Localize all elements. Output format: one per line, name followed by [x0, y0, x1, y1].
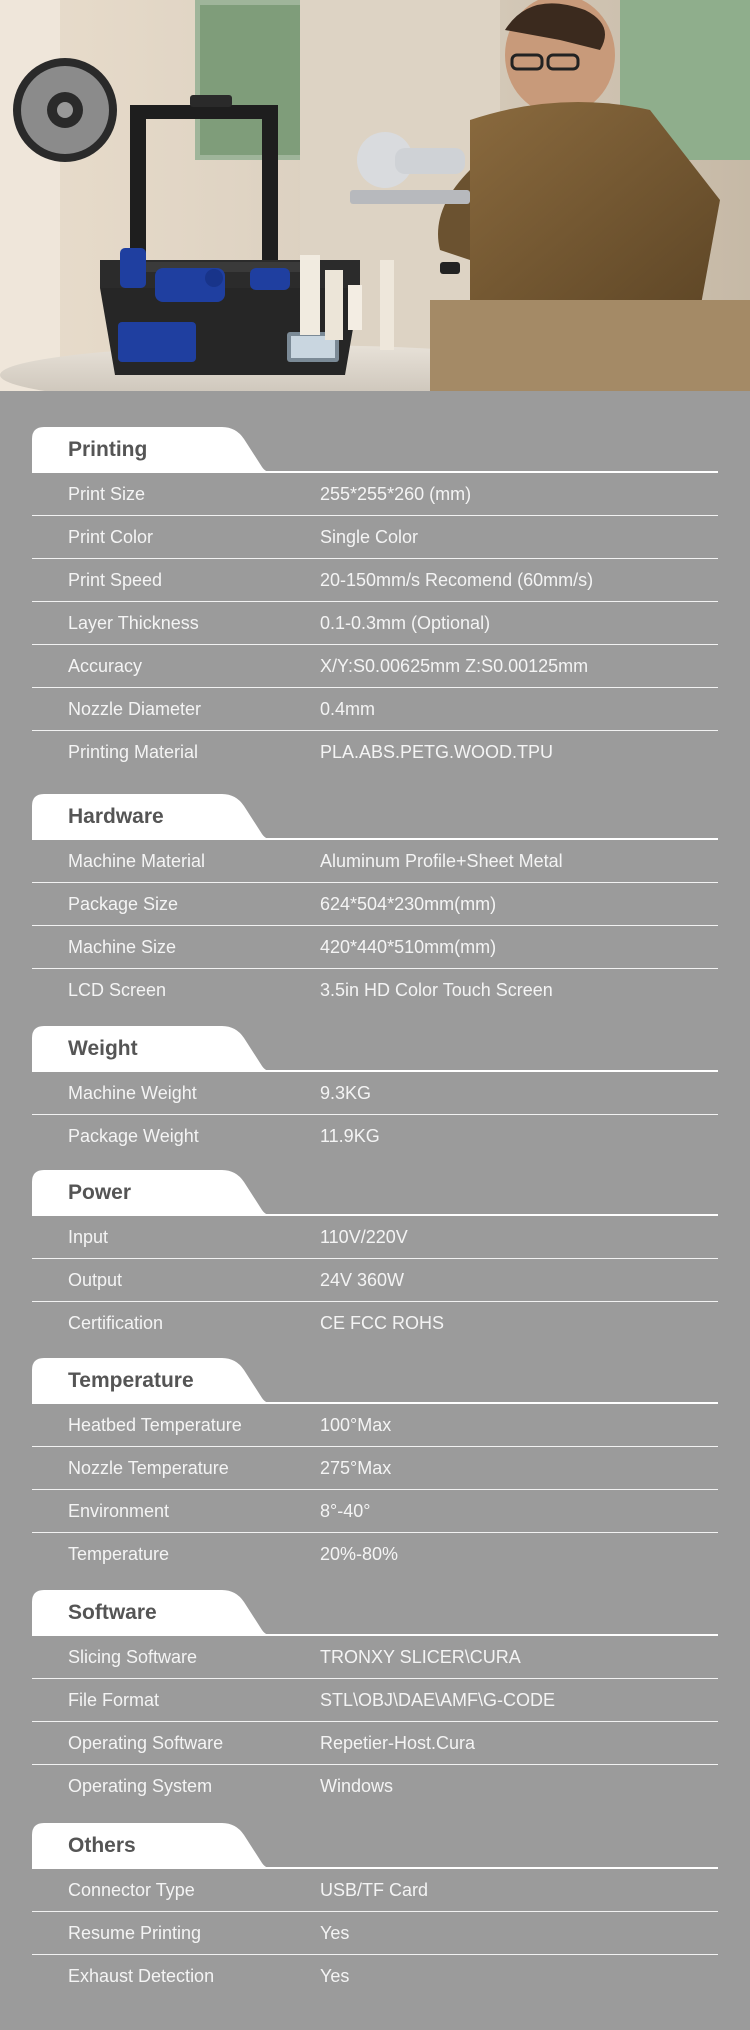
table-row — [32, 969, 718, 1012]
spec-label: Package Weight — [68, 1126, 199, 1146]
spec-label: Package Size — [68, 894, 179, 914]
spec-value: 100°Max — [320, 1415, 392, 1435]
spec-label: Resume Printing — [68, 1923, 202, 1943]
section-power — [32, 1170, 718, 1345]
spec-value: STL\OBJ\DAE\AMF\G-CODE — [320, 1690, 556, 1710]
section-tab — [32, 1358, 718, 1404]
spec-label: Machine Weight — [68, 1083, 197, 1103]
table-row — [32, 731, 718, 774]
section-tab — [32, 1170, 718, 1216]
spec-value: 24V 360W — [320, 1270, 405, 1290]
table-row — [32, 516, 718, 559]
spec-label: Heatbed Temperature — [68, 1415, 242, 1435]
table-row — [32, 602, 718, 645]
section-title: Temperature — [68, 1369, 194, 1392]
table-row — [32, 1115, 718, 1158]
table-row — [32, 1722, 718, 1765]
spec-label: Nozzle Diameter — [68, 699, 202, 719]
spec-value: Yes — [320, 1923, 350, 1943]
spec-value: 420*440*510mm(mm) — [320, 937, 497, 957]
table-row — [32, 1404, 718, 1447]
table-row — [32, 1490, 718, 1533]
section-hardware — [32, 794, 718, 1012]
spec-value: 110V/220V — [320, 1227, 408, 1247]
spec-label: File Format — [68, 1690, 160, 1710]
spec-label: Operating System — [68, 1776, 213, 1796]
spec-label: Print Speed — [68, 570, 163, 590]
spec-label: Machine Size — [68, 937, 177, 957]
section-tab — [32, 1590, 718, 1636]
spec-value: TRONXY SLICER\CURA — [320, 1647, 521, 1667]
spec-label: Environment — [68, 1501, 170, 1521]
spec-label: Certification — [68, 1313, 164, 1333]
table-row — [32, 1533, 718, 1576]
table-row — [32, 1216, 718, 1259]
spec-value: 0.1-0.3mm (Optional) — [320, 613, 491, 633]
spec-label: Nozzle Temperature — [68, 1458, 229, 1478]
table-row — [32, 1072, 718, 1115]
spec-label: Slicing Software — [68, 1647, 198, 1667]
spec-label: Input — [68, 1227, 109, 1247]
spec-label: Connector Type — [68, 1880, 195, 1900]
spec-value: CE FCC ROHS — [320, 1313, 445, 1333]
spec-value: 3.5in HD Color Touch Screen — [320, 980, 553, 1000]
section-software — [32, 1590, 718, 1808]
spec-value: Aluminum Profile+Sheet Metal — [320, 851, 563, 871]
table-row — [32, 1302, 718, 1345]
section-title: Hardware — [68, 805, 164, 828]
table-row — [32, 840, 718, 883]
spec-value: 255*255*260 (mm) — [320, 484, 472, 504]
spec-value: PLA.ABS.PETG.WOOD.TPU — [320, 742, 554, 762]
section-printing — [32, 427, 718, 774]
table-row — [32, 1955, 718, 1998]
table-row — [32, 645, 718, 688]
spec-label: Print Color — [68, 527, 154, 547]
table-row — [32, 1679, 718, 1722]
tab-shape — [32, 1170, 718, 1216]
hero-image — [0, 0, 750, 391]
section-title: Others — [68, 1834, 136, 1857]
table-row — [32, 1259, 718, 1302]
table-row — [32, 1765, 718, 1808]
table-row — [32, 1447, 718, 1490]
section-title: Printing — [68, 438, 148, 461]
table-row — [32, 1912, 718, 1955]
spec-value: 8°-40° — [320, 1501, 371, 1521]
spec-label: Printing Material — [68, 742, 199, 762]
section-others — [32, 1823, 718, 1998]
spec-label: Output — [68, 1270, 123, 1290]
table-row — [32, 1869, 718, 1912]
spec-label: Print Size — [68, 484, 146, 504]
section-title: Weight — [68, 1037, 138, 1060]
table-row — [32, 1636, 718, 1679]
table-row — [32, 559, 718, 602]
spec-value: USB/TF Card — [320, 1880, 429, 1900]
spec-value: 20-150mm/s Recomend (60mm/s) — [320, 570, 594, 590]
section-title: Power — [68, 1181, 132, 1204]
spec-value: 9.3KG — [320, 1083, 372, 1103]
table-row — [32, 473, 718, 516]
spec-label: Operating Software — [68, 1733, 224, 1753]
section-tab — [32, 1823, 718, 1869]
section-tab — [32, 427, 718, 473]
spec-label: Machine Material — [68, 851, 206, 871]
spec-label: Layer Thickness — [68, 613, 199, 633]
spec-value: 11.9KG — [320, 1126, 380, 1146]
spec-value: Repetier-Host.Cura — [320, 1733, 476, 1753]
table-row — [32, 688, 718, 731]
spec-label: Temperature — [68, 1544, 170, 1564]
spec-value: 275°Max — [320, 1458, 392, 1478]
spec-label: Exhaust Detection — [68, 1966, 215, 1986]
table-row — [32, 883, 718, 926]
section-weight — [32, 1026, 718, 1158]
spec-value: Windows — [320, 1776, 394, 1796]
spec-value: Yes — [320, 1966, 350, 1986]
spec-value: Single Color — [320, 527, 419, 547]
spec-sheet — [0, 391, 750, 2030]
section-tab — [32, 1026, 718, 1072]
spec-label: LCD Screen — [68, 980, 167, 1000]
spec-value: 20%-80% — [320, 1544, 399, 1564]
section-tab — [32, 794, 718, 840]
spec-value: 0.4mm — [320, 699, 376, 719]
spec-value: X/Y:S0.00625mm Z:S0.00125mm — [320, 656, 589, 676]
table-row — [32, 926, 718, 969]
spec-value: 624*504*230mm(mm) — [320, 894, 497, 914]
section-temperature — [32, 1358, 718, 1576]
section-title: Software — [68, 1601, 157, 1624]
spec-label: Accuracy — [68, 656, 143, 676]
